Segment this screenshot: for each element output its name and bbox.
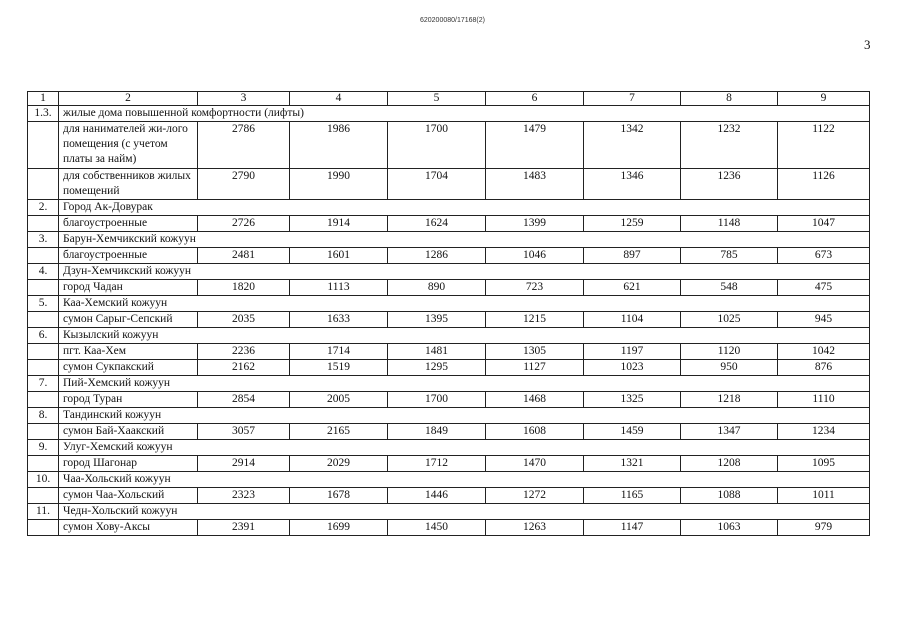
data-row: [28, 169, 870, 200]
value-cell: 1110: [778, 392, 870, 408]
value-cell: 2323: [198, 488, 290, 504]
empty-cell: [28, 280, 59, 296]
value-cell: 1601: [290, 248, 388, 264]
section-number: 10.: [28, 472, 59, 488]
value-cell: 1063: [681, 520, 778, 536]
section-row: [28, 504, 870, 520]
data-row: [28, 216, 870, 232]
section-row: [28, 106, 870, 122]
value-cell: 1450: [388, 520, 486, 536]
column-header: 1: [28, 92, 59, 106]
value-cell: 1126: [778, 169, 870, 200]
value-cell: 1820: [198, 280, 290, 296]
value-cell: 673: [778, 248, 870, 264]
value-cell: 1347: [681, 424, 778, 440]
value-cell: 1236: [681, 169, 778, 200]
section-number: 7.: [28, 376, 59, 392]
column-header: 4: [290, 92, 388, 106]
value-cell: 1346: [584, 169, 681, 200]
column-number-row: [28, 92, 870, 106]
value-cell: 1608: [486, 424, 584, 440]
value-cell: 1011: [778, 488, 870, 504]
section-title: Каа-Хемский кожуун: [59, 296, 870, 312]
value-cell: 1295: [388, 360, 486, 376]
value-cell: 1678: [290, 488, 388, 504]
row-label: город Шагонар: [59, 456, 198, 472]
value-cell: 1023: [584, 360, 681, 376]
value-cell: 1479: [486, 122, 584, 169]
empty-cell: [28, 344, 59, 360]
table-body: [28, 92, 870, 536]
value-cell: 1232: [681, 122, 778, 169]
value-cell: 2035: [198, 312, 290, 328]
value-cell: 2481: [198, 248, 290, 264]
data-row: [28, 248, 870, 264]
value-cell: 1234: [778, 424, 870, 440]
value-cell: 1700: [388, 392, 486, 408]
value-cell: 1700: [388, 122, 486, 169]
value-cell: 2005: [290, 392, 388, 408]
row-label: для собственников жилых помещений: [59, 169, 198, 200]
section-title: Барун-Хемчикский кожуун: [59, 232, 870, 248]
row-label: для нанимателей жи-лого помещения (с учетом платы за найм): [59, 122, 198, 169]
column-header: 2: [59, 92, 198, 106]
value-cell: 1208: [681, 456, 778, 472]
value-cell: 1849: [388, 424, 486, 440]
value-cell: 1272: [486, 488, 584, 504]
value-cell: 2236: [198, 344, 290, 360]
section-row: [28, 200, 870, 216]
section-row: [28, 408, 870, 424]
column-header: 7: [584, 92, 681, 106]
value-cell: 2165: [290, 424, 388, 440]
value-cell: 890: [388, 280, 486, 296]
row-label: город Туран: [59, 392, 198, 408]
value-cell: 1215: [486, 312, 584, 328]
section-number: 6.: [28, 328, 59, 344]
value-cell: 1712: [388, 456, 486, 472]
value-cell: 979: [778, 520, 870, 536]
value-cell: 876: [778, 360, 870, 376]
value-cell: 3057: [198, 424, 290, 440]
page-number: 3: [864, 37, 871, 52]
empty-cell: [28, 169, 59, 200]
value-cell: 2786: [198, 122, 290, 169]
value-cell: 723: [486, 280, 584, 296]
value-cell: 1914: [290, 216, 388, 232]
value-cell: 1127: [486, 360, 584, 376]
value-cell: 1624: [388, 216, 486, 232]
column-header: 3: [198, 92, 290, 106]
value-cell: 1197: [584, 344, 681, 360]
value-cell: 1714: [290, 344, 388, 360]
value-cell: 1088: [681, 488, 778, 504]
section-title: Чаа-Хольский кожуун: [59, 472, 870, 488]
section-row: [28, 296, 870, 312]
empty-cell: [28, 216, 59, 232]
value-cell: 1113: [290, 280, 388, 296]
value-cell: 1342: [584, 122, 681, 169]
section-row: [28, 264, 870, 280]
section-number: 8.: [28, 408, 59, 424]
section-row: [28, 232, 870, 248]
empty-cell: [28, 392, 59, 408]
data-row: [28, 520, 870, 536]
row-label: сумон Бай-Хаакский: [59, 424, 198, 440]
row-label: город Чадан: [59, 280, 198, 296]
empty-cell: [28, 424, 59, 440]
empty-cell: [28, 520, 59, 536]
value-cell: 2162: [198, 360, 290, 376]
value-cell: 2790: [198, 169, 290, 200]
section-title: жилые дома повышенной комфортности (лифты): [59, 106, 870, 122]
value-cell: 785: [681, 248, 778, 264]
value-cell: 548: [681, 280, 778, 296]
data-row: [28, 344, 870, 360]
value-cell: 1483: [486, 169, 584, 200]
column-header: 8: [681, 92, 778, 106]
section-number: 11.: [28, 504, 59, 520]
section-number: 3.: [28, 232, 59, 248]
value-cell: 1519: [290, 360, 388, 376]
empty-cell: [28, 456, 59, 472]
value-cell: 945: [778, 312, 870, 328]
value-cell: 1047: [778, 216, 870, 232]
section-row: [28, 440, 870, 456]
data-row: [28, 456, 870, 472]
value-cell: 1470: [486, 456, 584, 472]
value-cell: 1263: [486, 520, 584, 536]
value-cell: 1104: [584, 312, 681, 328]
empty-cell: [28, 360, 59, 376]
column-header: 6: [486, 92, 584, 106]
row-label: сумон Сукпакский: [59, 360, 198, 376]
data-row: [28, 312, 870, 328]
section-title: Город Ак-Довурак: [59, 200, 870, 216]
value-cell: 1095: [778, 456, 870, 472]
value-cell: 475: [778, 280, 870, 296]
value-cell: 2391: [198, 520, 290, 536]
value-cell: 1699: [290, 520, 388, 536]
value-cell: 2029: [290, 456, 388, 472]
value-cell: 1259: [584, 216, 681, 232]
section-row: [28, 328, 870, 344]
row-label: сумон Сарыг-Сепский: [59, 312, 198, 328]
section-number: 9.: [28, 440, 59, 456]
value-cell: 1986: [290, 122, 388, 169]
data-row: [28, 392, 870, 408]
section-number: 5.: [28, 296, 59, 312]
value-cell: 950: [681, 360, 778, 376]
value-cell: 1025: [681, 312, 778, 328]
section-row: [28, 376, 870, 392]
section-title: Улуг-Хемский кожуун: [59, 440, 870, 456]
data-row: [28, 424, 870, 440]
data-row: [28, 280, 870, 296]
value-cell: 1321: [584, 456, 681, 472]
tariff-table: [27, 91, 870, 536]
row-label: благоустроенные: [59, 248, 198, 264]
value-cell: 1459: [584, 424, 681, 440]
value-cell: 1395: [388, 312, 486, 328]
empty-cell: [28, 122, 59, 169]
value-cell: 1218: [681, 392, 778, 408]
value-cell: 2726: [198, 216, 290, 232]
value-cell: 1399: [486, 216, 584, 232]
value-cell: 1468: [486, 392, 584, 408]
empty-cell: [28, 488, 59, 504]
value-cell: 2914: [198, 456, 290, 472]
value-cell: 1990: [290, 169, 388, 200]
value-cell: 1446: [388, 488, 486, 504]
value-cell: 1704: [388, 169, 486, 200]
empty-cell: [28, 312, 59, 328]
section-number: 4.: [28, 264, 59, 280]
row-label: благоустроенные: [59, 216, 198, 232]
section-number: 1.3.: [28, 106, 59, 122]
value-cell: 1286: [388, 248, 486, 264]
empty-cell: [28, 248, 59, 264]
value-cell: 621: [584, 280, 681, 296]
value-cell: 1305: [486, 344, 584, 360]
value-cell: 1042: [778, 344, 870, 360]
value-cell: 1120: [681, 344, 778, 360]
value-cell: 1325: [584, 392, 681, 408]
value-cell: 1046: [486, 248, 584, 264]
value-cell: 1165: [584, 488, 681, 504]
value-cell: 1122: [778, 122, 870, 169]
section-title: Чедн-Хольский кожуун: [59, 504, 870, 520]
data-row: [28, 488, 870, 504]
section-title: Кызылский кожуун: [59, 328, 870, 344]
column-header: 9: [778, 92, 870, 106]
value-cell: 1633: [290, 312, 388, 328]
row-label: сумон Хову-Аксы: [59, 520, 198, 536]
document-id: 620200080/17168(2): [419, 17, 485, 24]
value-cell: 2854: [198, 392, 290, 408]
data-row: [28, 360, 870, 376]
value-cell: 1481: [388, 344, 486, 360]
row-label: пгт. Каа-Хем: [59, 344, 198, 360]
column-header: 5: [388, 92, 486, 106]
section-row: [28, 472, 870, 488]
data-row: [28, 122, 870, 169]
value-cell: 1148: [681, 216, 778, 232]
value-cell: 897: [584, 248, 681, 264]
section-title: Дзун-Хемчикский кожуун: [59, 264, 870, 280]
row-label: сумон Чаа-Хольский: [59, 488, 198, 504]
value-cell: 1147: [584, 520, 681, 536]
section-number: 2.: [28, 200, 59, 216]
section-title: Пий-Хемский кожуун: [59, 376, 870, 392]
section-title: Тандинский кожуун: [59, 408, 870, 424]
